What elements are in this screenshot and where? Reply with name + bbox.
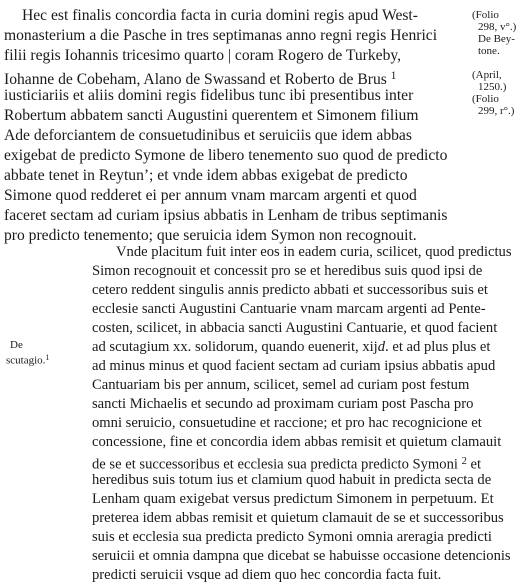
p2-line: seruicii et omnia dampna que dicebat se habuisse occasione detencionis [92,548,511,564]
p1-line: Iohanne de Cobeham, Alano de Swassand et Roberto de Brus $^1$ [4,70,397,89]
p1-line: iusticiariis et aliis domini regis fidelibus tunc ibi presentibus inter [4,87,414,104]
p2-line: de se et successoribus et ecclesia sua predicta predicto Symoni $^2$ et [92,456,482,473]
p1-line: Ade deforciantem de consuetudinibus et seruiciis que idem abbas [4,127,412,144]
p2-line: ecclesie sancti Augustini Cantuarie vnam marcam argenti ad Pente- [92,301,486,317]
p2-line: Cantuariam bis per annum, scilicet, semel ad curiam post festum [92,377,470,393]
marginal-note: tone. [478,45,500,57]
marginal-note: 299, r°.) [478,105,515,117]
p1-line: filii regis Iohannis tricesimo quarto | coram Rogero de Turkeby, [4,47,402,64]
marginal-note: 1250.) [478,81,507,93]
p2-line: omni seruicio, consuetudine et raccione; et pro hac recognicione et [92,415,482,431]
p2-line: sancti Michaelis et secundo ad proximam curiam post Pascha pro [92,396,474,412]
p1-line: monasterium a die Pasche in tres septimanas anno regni regis Henrici [4,27,438,44]
footnote-ref: 1 [390,70,397,82]
p2-line: Lenham quam exigebat versus predictum Simonem in perpetuum. Et [92,491,494,507]
marginal-note: 298, v°.) [478,21,517,33]
p2-line: ad minus minus et quod facient sectam ad curiam ipsius abbatis apud [92,358,496,374]
p1-line: abbate tenet in Reytun’; et vnde idem abbas exigebat de predicto [4,167,408,184]
p2-line: Vnde placitum fuit inter eos in eadem curia, scilicet, quod predictus [116,244,512,260]
p2-line: Simon recognouit et concessit pro se et heredibus suis quod ipsi de [92,263,483,279]
p1-line: pro predicto tenemento; que seruicia idem Symon non recognouit. [4,227,417,244]
p1-line: Hec est finalis concordia facta in curia domini regis apud West- [22,7,418,24]
p1-line: Robertum abbatem sancti Augustini querentem et Simonem filium [4,107,419,124]
p2-line: suis et ecclesia sua predicta predicto Symoni omnia areragia predicti [92,529,492,545]
marginal-note: (Folio [472,9,499,21]
p1-line: exigebat de predicto Symone de libero tenemento suo quod de predicto [4,147,448,164]
p2-line: costen, scilicet, in abbacia sancti Augustini Cantuarie, et quod facient [92,320,498,336]
footnote-ref: 2 [461,456,467,467]
marginal-note: (April, [472,69,502,81]
p1-line: Simone quod redderet ei per annum vnam marcam argenti et quod [4,187,417,204]
p2-line: predicti seruicii vsque ad diem quo hec concordia facta fuit. [92,567,442,583]
p2-line: concessione, fine et concordia idem abbas remisit et quietum clamauit [92,434,502,450]
marginal-note: De [10,339,23,351]
p2-line: heredibus suis totum ius et clamium quod habuit in predicta secta de [92,472,492,488]
marginal-note: (Folio [472,93,499,105]
p1-line: faceret sectam ad curiam ipsius abbatis in Lenham de tribus septimanis [4,207,448,224]
marginal-note: scutagio.$^1$ [6,353,50,367]
footnote-ref: 1 [45,353,50,362]
p2-line: ad scutagium xx. solidorum, quando euenerit, xijd. et ad plus plus et [92,339,491,355]
marginal-note: De Bey- [478,33,515,45]
p2-line: cetero reddent singulis annis predicto abbati et successoribus suis et [92,282,488,298]
p2-line: preterea idem abbas remisit et quietum clamauit de se et successoribus [92,510,504,526]
